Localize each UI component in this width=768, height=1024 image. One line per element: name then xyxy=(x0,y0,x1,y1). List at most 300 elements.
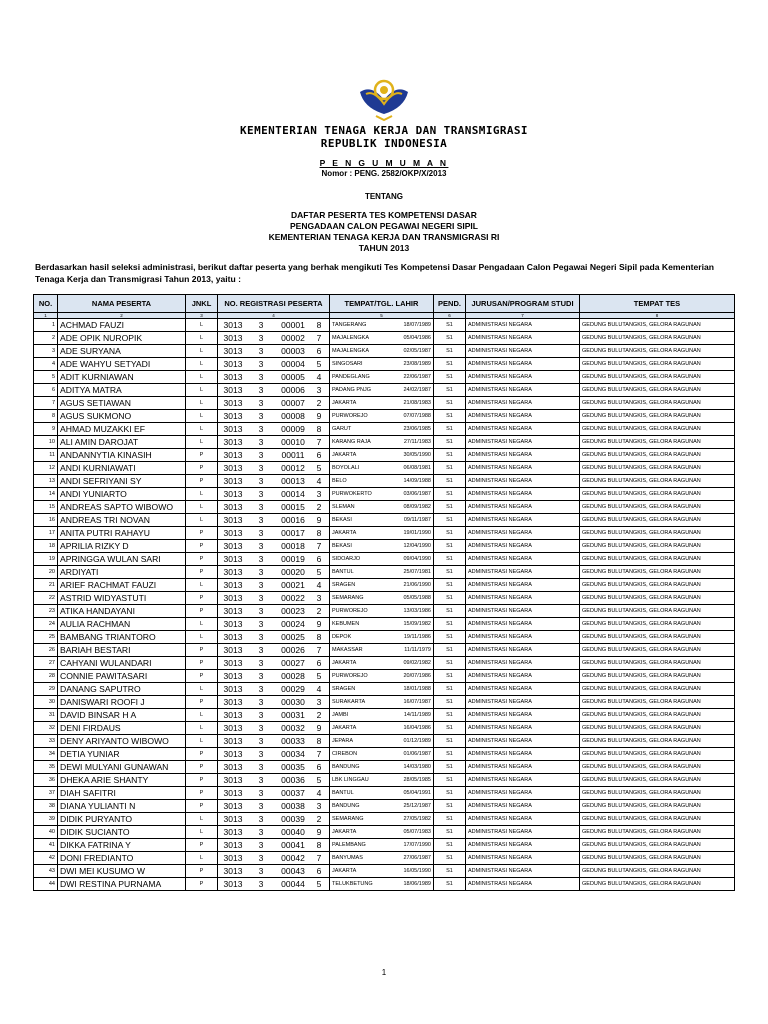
birth-place-date xyxy=(330,618,434,631)
gender: L xyxy=(186,501,218,514)
row-number: 18 xyxy=(34,540,58,553)
test-location: GEDUNG BULUTANGKIS, GELORA RAGUNAN xyxy=(580,410,735,423)
row-number: 32 xyxy=(34,722,58,735)
participant-name: DONI FREDIANTO xyxy=(58,852,186,865)
test-location: GEDUNG BULUTANGKIS, GELORA RAGUNAN xyxy=(580,683,735,696)
test-location: GEDUNG BULUTANGKIS, GELORA RAGUNAN xyxy=(580,423,735,436)
birth-place: SLEMAN xyxy=(332,503,355,510)
birth-date: 25/07/1981 xyxy=(403,568,431,575)
test-location: GEDUNG BULUTANGKIS, GELORA RAGUNAN xyxy=(580,462,735,475)
reg-part-3: 00043 xyxy=(281,865,305,876)
birth-date: 13/03/1986 xyxy=(403,607,431,614)
education: S1 xyxy=(434,826,466,839)
birth-date: 14/09/1988 xyxy=(403,477,431,484)
birth-place: KARANG RAJA xyxy=(332,438,371,445)
reg-part-3: 00041 xyxy=(281,839,305,850)
reg-part-2: 3 xyxy=(258,579,264,590)
gender: P xyxy=(186,748,218,761)
reg-part-2: 3 xyxy=(258,475,264,486)
reg-part-2: 3 xyxy=(258,566,264,577)
participant-name: ATIKA HANDAYANI xyxy=(58,605,186,618)
birth-date: 01/06/1987 xyxy=(403,750,431,757)
table-row xyxy=(34,475,735,488)
participant-name: ANDI YUNIARTO xyxy=(58,488,186,501)
test-location: GEDUNG BULUTANGKIS, GELORA RAGUNAN xyxy=(580,800,735,813)
reg-part-2: 3 xyxy=(258,826,264,837)
birth-date: 16/07/1987 xyxy=(403,698,431,705)
table-row xyxy=(34,462,735,475)
reg-part-3: 00032 xyxy=(281,722,305,733)
reg-check-digit: 7 xyxy=(316,748,322,759)
participant-name: ANDREAS SAPTO WIBOWO xyxy=(58,501,186,514)
birth-place-date xyxy=(330,657,434,670)
row-number: 21 xyxy=(34,579,58,592)
birth-place-date xyxy=(330,501,434,514)
reg-check-digit: 6 xyxy=(316,761,322,772)
birth-place: PANDEGLANG xyxy=(332,373,370,380)
gender: P xyxy=(186,839,218,852)
test-location: GEDUNG BULUTANGKIS, GELORA RAGUNAN xyxy=(580,696,735,709)
table-row xyxy=(34,878,735,891)
participant-name: DEWI MULYANI GUNAWAN xyxy=(58,761,186,774)
major: ADMINISTRASI NEGARA xyxy=(466,631,580,644)
test-location: GEDUNG BULUTANGKIS, GELORA RAGUNAN xyxy=(580,709,735,722)
reg-part-2: 3 xyxy=(258,449,264,460)
reg-part-1: 3013 xyxy=(223,553,243,564)
birth-place-date xyxy=(330,514,434,527)
education: S1 xyxy=(434,462,466,475)
birth-place: BANYUMAS xyxy=(332,854,363,861)
gender: P xyxy=(186,592,218,605)
education: S1 xyxy=(434,852,466,865)
row-number: 29 xyxy=(34,683,58,696)
education: S1 xyxy=(434,618,466,631)
birth-place: PALEMBANG xyxy=(332,841,366,848)
reg-part-2: 3 xyxy=(258,761,264,772)
major: ADMINISTRASI NEGARA xyxy=(466,579,580,592)
reg-part-1: 3013 xyxy=(223,358,243,369)
test-location: GEDUNG BULUTANGKIS, GELORA RAGUNAN xyxy=(580,878,735,891)
education: S1 xyxy=(434,358,466,371)
major: ADMINISTRASI NEGARA xyxy=(466,566,580,579)
reg-part-2: 3 xyxy=(258,618,264,629)
column-number: 4 xyxy=(218,313,330,319)
table-row xyxy=(34,748,735,761)
birth-date: 27/06/1987 xyxy=(403,854,431,861)
birth-place-date xyxy=(330,449,434,462)
test-location: GEDUNG BULUTANGKIS, GELORA RAGUNAN xyxy=(580,670,735,683)
registration-number xyxy=(218,644,330,657)
column-number: 2 xyxy=(58,313,186,319)
registration-number xyxy=(218,449,330,462)
gender: P xyxy=(186,527,218,540)
birth-place-date xyxy=(330,410,434,423)
major: ADMINISTRASI NEGARA xyxy=(466,683,580,696)
registration-number xyxy=(218,527,330,540)
reg-part-2: 3 xyxy=(258,631,264,642)
birth-place: SIDOARJO xyxy=(332,555,361,562)
test-location: GEDUNG BULUTANGKIS, GELORA RAGUNAN xyxy=(580,384,735,397)
reg-part-1: 3013 xyxy=(223,761,243,772)
table-row xyxy=(34,826,735,839)
gender: L xyxy=(186,852,218,865)
education: S1 xyxy=(434,436,466,449)
birth-place: JEPARA xyxy=(332,737,353,744)
birth-place: JAKARTA xyxy=(332,724,357,731)
education: S1 xyxy=(434,670,466,683)
registration-number xyxy=(218,410,330,423)
reg-part-2: 3 xyxy=(258,683,264,694)
subject-line-3: KEMENTERIAN TENAGA KERJA DAN TRANSMIGRASI RI xyxy=(268,232,500,242)
test-location: GEDUNG BULUTANGKIS, GELORA RAGUNAN xyxy=(580,527,735,540)
birth-date: 07/07/1988 xyxy=(403,412,431,419)
reg-check-digit: 3 xyxy=(316,592,322,603)
participant-name: DENI FIRDAUS xyxy=(58,722,186,735)
registration-number xyxy=(218,553,330,566)
header-jenis-kelamin: JNKL xyxy=(186,295,218,313)
reg-part-1: 3013 xyxy=(223,397,243,408)
gender: P xyxy=(186,566,218,579)
reg-part-2: 3 xyxy=(258,813,264,824)
major: ADMINISTRASI NEGARA xyxy=(466,423,580,436)
participant-name: ANITA PUTRI RAHAYU xyxy=(58,527,186,540)
major: ADMINISTRASI NEGARA xyxy=(466,475,580,488)
reg-part-2: 3 xyxy=(258,696,264,707)
education: S1 xyxy=(434,657,466,670)
row-number: 37 xyxy=(34,787,58,800)
major: ADMINISTRASI NEGARA xyxy=(466,527,580,540)
birth-date: 09/02/1982 xyxy=(403,659,431,666)
reg-check-digit: 6 xyxy=(316,449,322,460)
page-number: 1 xyxy=(381,968,387,977)
major: ADMINISTRASI NEGARA xyxy=(466,319,580,332)
registration-number xyxy=(218,722,330,735)
major: ADMINISTRASI NEGARA xyxy=(466,553,580,566)
birth-place: SRAGEN xyxy=(332,685,356,692)
table-row xyxy=(34,657,735,670)
test-location: GEDUNG BULUTANGKIS, GELORA RAGUNAN xyxy=(580,826,735,839)
major: ADMINISTRASI NEGARA xyxy=(466,800,580,813)
gender: P xyxy=(186,800,218,813)
participant-name: BARIAH BESTARI xyxy=(58,644,186,657)
test-location: GEDUNG BULUTANGKIS, GELORA RAGUNAN xyxy=(580,345,735,358)
reg-part-1: 3013 xyxy=(223,878,243,889)
row-number: 14 xyxy=(34,488,58,501)
birth-date: 16/04/1986 xyxy=(403,724,431,731)
gender: L xyxy=(186,813,218,826)
row-number: 28 xyxy=(34,670,58,683)
birth-place-date xyxy=(330,488,434,501)
header-jurusan: JURUSAN/PROGRAM STUDI xyxy=(466,295,580,313)
birth-place-date xyxy=(330,709,434,722)
table-row xyxy=(34,332,735,345)
education: S1 xyxy=(434,553,466,566)
test-location: GEDUNG BULUTANGKIS, GELORA RAGUNAN xyxy=(580,722,735,735)
birth-place: BANTUL xyxy=(332,789,354,796)
gender: L xyxy=(186,436,218,449)
row-number: 40 xyxy=(34,826,58,839)
test-location: GEDUNG BULUTANGKIS, GELORA RAGUNAN xyxy=(580,852,735,865)
gender: P xyxy=(186,761,218,774)
registration-number xyxy=(218,358,330,371)
table-row xyxy=(34,449,735,462)
birth-place: BEKASI xyxy=(332,516,352,523)
education: S1 xyxy=(434,410,466,423)
gender: L xyxy=(186,397,218,410)
reg-part-2: 3 xyxy=(258,553,264,564)
major: ADMINISTRASI NEGARA xyxy=(466,852,580,865)
participant-name: DANANG SAPUTRO xyxy=(58,683,186,696)
registration-number xyxy=(218,735,330,748)
gender: L xyxy=(186,709,218,722)
education: S1 xyxy=(434,813,466,826)
reg-part-1: 3013 xyxy=(223,670,243,681)
test-location: GEDUNG BULUTANGKIS, GELORA RAGUNAN xyxy=(580,514,735,527)
birth-place-date xyxy=(330,475,434,488)
table-row xyxy=(34,319,735,332)
test-location: GEDUNG BULUTANGKIS, GELORA RAGUNAN xyxy=(580,761,735,774)
participant-name: AULIA RACHMAN xyxy=(58,618,186,631)
table-row xyxy=(34,553,735,566)
birth-date: 15/09/1982 xyxy=(403,620,431,627)
reg-check-digit: 6 xyxy=(316,865,322,876)
education: S1 xyxy=(434,865,466,878)
education: S1 xyxy=(434,345,466,358)
education: S1 xyxy=(434,527,466,540)
major: ADMINISTRASI NEGARA xyxy=(466,761,580,774)
reg-part-3: 00035 xyxy=(281,761,305,772)
major: ADMINISTRASI NEGARA xyxy=(466,449,580,462)
about-label: TENTANG xyxy=(364,192,404,201)
education: S1 xyxy=(434,761,466,774)
gender: P xyxy=(186,696,218,709)
reg-part-3: 00011 xyxy=(281,449,305,460)
reg-part-1: 3013 xyxy=(223,631,243,642)
column-number: 5 xyxy=(330,313,434,319)
gender: L xyxy=(186,514,218,527)
reg-check-digit: 4 xyxy=(316,371,322,382)
birth-place-date xyxy=(330,787,434,800)
test-location: GEDUNG BULUTANGKIS, GELORA RAGUNAN xyxy=(580,735,735,748)
birth-place-date xyxy=(330,631,434,644)
birth-date: 24/02/1987 xyxy=(403,386,431,393)
reg-check-digit: 8 xyxy=(316,527,322,538)
birth-place-date xyxy=(330,566,434,579)
birth-place: DEPOK xyxy=(332,633,352,640)
birth-place-date xyxy=(330,436,434,449)
participant-name: ADE SURYANA xyxy=(58,345,186,358)
reg-part-2: 3 xyxy=(258,735,264,746)
major: ADMINISTRASI NEGARA xyxy=(466,618,580,631)
education: S1 xyxy=(434,748,466,761)
education: S1 xyxy=(434,696,466,709)
row-number: 19 xyxy=(34,553,58,566)
participant-name: ACHMAD FAUZI xyxy=(58,319,186,332)
birth-place-date xyxy=(330,878,434,891)
major: ADMINISTRASI NEGARA xyxy=(466,501,580,514)
reg-part-3: 00038 xyxy=(281,800,305,811)
gender: P xyxy=(186,865,218,878)
table-row xyxy=(34,735,735,748)
participant-name: DIKKA FATRINA Y xyxy=(58,839,186,852)
reg-part-1: 3013 xyxy=(223,540,243,551)
reg-part-2: 3 xyxy=(258,670,264,681)
birth-place: JAKARTA xyxy=(332,529,357,536)
gender: L xyxy=(186,319,218,332)
major: ADMINISTRASI NEGARA xyxy=(466,774,580,787)
registration-number xyxy=(218,345,330,358)
birth-place: KEBUMEN xyxy=(332,620,360,627)
reg-part-3: 00010 xyxy=(281,436,305,447)
row-number: 5 xyxy=(34,371,58,384)
birth-place-date xyxy=(330,423,434,436)
table-row xyxy=(34,384,735,397)
reg-part-1: 3013 xyxy=(223,436,243,447)
reg-part-1: 3013 xyxy=(223,514,243,525)
table-row xyxy=(34,722,735,735)
row-number: 7 xyxy=(34,397,58,410)
participant-name: ANDREAS TRI NOVAN xyxy=(58,514,186,527)
birth-date: 14/11/1989 xyxy=(403,711,431,718)
reg-part-2: 3 xyxy=(258,644,264,655)
row-number: 1 xyxy=(34,319,58,332)
reg-part-3: 00042 xyxy=(281,852,305,863)
birth-place: CIREBON xyxy=(332,750,358,757)
reg-part-1: 3013 xyxy=(223,709,243,720)
registration-number xyxy=(218,397,330,410)
birth-date: 19/11/1986 xyxy=(403,633,431,640)
reg-check-digit: 9 xyxy=(316,618,322,629)
reg-part-2: 3 xyxy=(258,878,264,889)
test-location: GEDUNG BULUTANGKIS, GELORA RAGUNAN xyxy=(580,449,735,462)
reg-part-2: 3 xyxy=(258,774,264,785)
reg-part-3: 00024 xyxy=(281,618,305,629)
table-row xyxy=(34,774,735,787)
reg-check-digit: 8 xyxy=(316,423,322,434)
table-row xyxy=(34,540,735,553)
table-row xyxy=(34,527,735,540)
row-number: 36 xyxy=(34,774,58,787)
education: S1 xyxy=(434,722,466,735)
registration-number xyxy=(218,423,330,436)
participant-name: DETIA YUNIAR xyxy=(58,748,186,761)
birth-place-date xyxy=(330,358,434,371)
participant-name: ADE WAHYU SETYADI xyxy=(58,358,186,371)
row-number: 4 xyxy=(34,358,58,371)
participant-name: DIDIK SUCIANTO xyxy=(58,826,186,839)
registration-number xyxy=(218,384,330,397)
test-location: GEDUNG BULUTANGKIS, GELORA RAGUNAN xyxy=(580,566,735,579)
participant-name: DIDIK PURYANTO xyxy=(58,813,186,826)
country-title: REPUBLIK INDONESIA xyxy=(320,137,448,150)
reg-part-1: 3013 xyxy=(223,384,243,395)
reg-check-digit: 5 xyxy=(316,358,322,369)
education: S1 xyxy=(434,332,466,345)
test-location: GEDUNG BULUTANGKIS, GELORA RAGUNAN xyxy=(580,592,735,605)
reg-part-3: 00002 xyxy=(281,332,305,343)
test-location: GEDUNG BULUTANGKIS, GELORA RAGUNAN xyxy=(580,839,735,852)
registration-number xyxy=(218,683,330,696)
birth-date: 06/08/1981 xyxy=(403,464,431,471)
reg-part-1: 3013 xyxy=(223,839,243,850)
row-number: 23 xyxy=(34,605,58,618)
major: ADMINISTRASI NEGARA xyxy=(466,787,580,800)
gender: L xyxy=(186,345,218,358)
reg-check-digit: 7 xyxy=(316,332,322,343)
reg-part-3: 00026 xyxy=(281,644,305,655)
row-number: 10 xyxy=(34,436,58,449)
participant-name: ADITYA MATRA xyxy=(58,384,186,397)
test-location: GEDUNG BULUTANGKIS, GELORA RAGUNAN xyxy=(580,553,735,566)
participant-name: ALI AMIN DAROJAT xyxy=(58,436,186,449)
header-tempat-tgl-lahir: TEMPAT/TGL. LAHIR xyxy=(330,295,434,313)
major: ADMINISTRASI NEGARA xyxy=(466,748,580,761)
participant-name: DHEKA ARIE SHANTY xyxy=(58,774,186,787)
reg-part-3: 00040 xyxy=(281,826,305,837)
participant-name: ASTRID WIDYASTUTI xyxy=(58,592,186,605)
reg-check-digit: 9 xyxy=(316,826,322,837)
reg-check-digit: 6 xyxy=(316,657,322,668)
reg-part-1: 3013 xyxy=(223,527,243,538)
row-number: 13 xyxy=(34,475,58,488)
major: ADMINISTRASI NEGARA xyxy=(466,657,580,670)
row-number: 11 xyxy=(34,449,58,462)
participant-table xyxy=(33,294,735,891)
reg-part-1: 3013 xyxy=(223,696,243,707)
reg-check-digit: 3 xyxy=(316,800,322,811)
gender: P xyxy=(186,540,218,553)
birth-place: SURAKARTA xyxy=(332,698,366,705)
birth-date: 01/12/1989 xyxy=(403,737,431,744)
gender: P xyxy=(186,787,218,800)
participant-name: DIAH SAFITRI xyxy=(58,787,186,800)
table-row xyxy=(34,436,735,449)
birth-place: SINGOSARI xyxy=(332,360,363,367)
row-number: 34 xyxy=(34,748,58,761)
reg-part-2: 3 xyxy=(258,800,264,811)
test-location: GEDUNG BULUTANGKIS, GELORA RAGUNAN xyxy=(580,397,735,410)
major: ADMINISTRASI NEGARA xyxy=(466,709,580,722)
test-location: GEDUNG BULUTANGKIS, GELORA RAGUNAN xyxy=(580,631,735,644)
reg-part-2: 3 xyxy=(258,488,264,499)
reg-check-digit: 7 xyxy=(316,540,322,551)
test-location: GEDUNG BULUTANGKIS, GELORA RAGUNAN xyxy=(580,501,735,514)
gender: L xyxy=(186,410,218,423)
subject-line-4: TAHUN 2013 xyxy=(358,243,410,253)
participant-name: ADIT KURNIAWAN xyxy=(58,371,186,384)
row-number: 24 xyxy=(34,618,58,631)
birth-place: BANDUNG xyxy=(332,802,360,809)
birth-date: 18/07/1989 xyxy=(403,321,431,328)
column-number: 1 xyxy=(34,313,58,319)
reg-part-1: 3013 xyxy=(223,852,243,863)
reg-part-3: 00039 xyxy=(281,813,305,824)
gender: L xyxy=(186,371,218,384)
birth-place: LBK LINGGAU xyxy=(332,776,369,783)
reg-part-3: 00022 xyxy=(281,592,305,603)
birth-place-date xyxy=(330,579,434,592)
reg-part-3: 00006 xyxy=(281,384,305,395)
education: S1 xyxy=(434,514,466,527)
reg-part-1: 3013 xyxy=(223,501,243,512)
table-row xyxy=(34,683,735,696)
registration-number xyxy=(218,605,330,618)
table-row xyxy=(34,579,735,592)
reg-part-3: 00020 xyxy=(281,566,305,577)
birth-place-date xyxy=(330,553,434,566)
reg-part-1: 3013 xyxy=(223,462,243,473)
reg-part-2: 3 xyxy=(258,657,264,668)
